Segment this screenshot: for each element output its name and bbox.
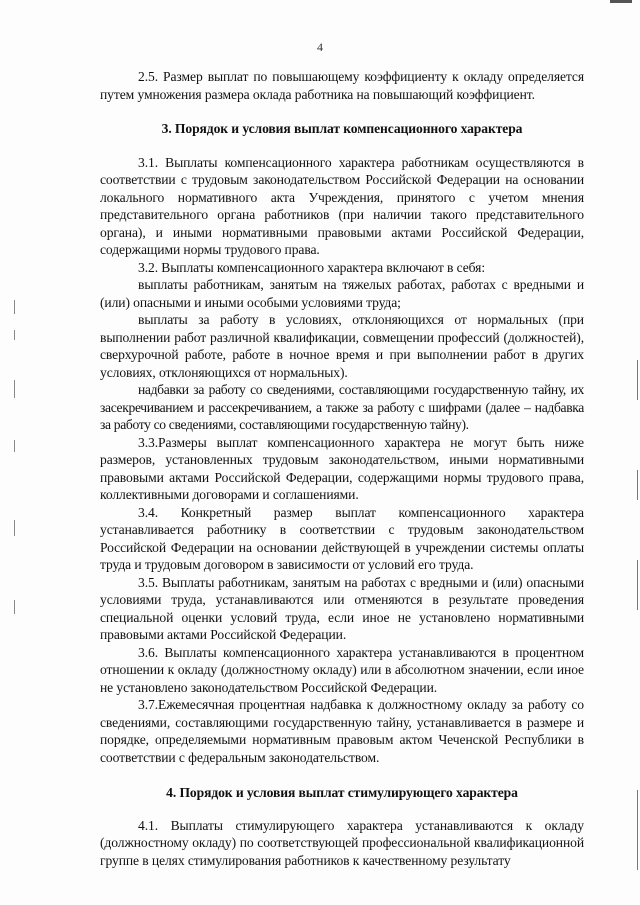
section-3-heading: 3. Порядок и условия выплат компенсационного характера — [161, 121, 523, 136]
scan-artifact — [14, 330, 15, 340]
scan-artifact — [637, 360, 638, 400]
page-number: 4 — [317, 40, 323, 54]
scan-artifact — [637, 560, 638, 610]
paragraph-3-1: 3.1. Выплаты компенсационного характера работникам осуществляются в соответствии с трудовым законодательством Российской Федерации на основании локального нормативного акта Учреждения, принятого с учетом мнения представительного органа работников (при наличии такого представительного органа), и иными нормативными правовыми актами Российской Федерации, содержащими нормы трудового права. — [100, 154, 584, 257]
list-item-state-secret: надбавки за работу со сведениями, составляющими государственную тайну, их засекречиванием и рассекречиванием, а также за работу с шифрами (далее – надбавка за работу со сведениями, составляющими государственную тайну). — [100, 382, 584, 432]
scan-artifact — [14, 520, 15, 536]
paragraph-3-5: 3.5. Выплаты работникам, занятым на работах с вредными и (или) опасными условиями труда, устанавливаются или отменяются в результате проведения специальной оценки условий труда, если иное не установлено нормативными правовыми актами Российской Федерации. — [100, 574, 584, 642]
paragraph-4-1: 4.1. Выплаты стимулирующего характера устанавливаются к окладу (должностному окладу) по соответствующей профессиональной квалификационной группе в целях стимулирования работников к качественному результату — [100, 817, 584, 868]
scan-artifact — [637, 790, 638, 870]
list-item-harmful-work: выплаты работникам, занятым на тяжелых работах, работах с вредными и (или) опасными и иными особыми условиями труда; — [100, 277, 584, 310]
paragraph-3-6: 3.6. Выплаты компенсационного характера устанавливаются в процентном отношении к окладу (должностному окладу) или в абсолютном значении, если иное не установлено законодательством Российской Федерации. — [100, 644, 584, 695]
paragraph-2-5: 2.5. Размер выплат по повышающему коэффициенту к окладу определяется путем умножения размера оклада работника на повышающий коэффициент. — [100, 69, 584, 102]
paragraph-3-2: 3.2. Выплаты компенсационного характера включают в себя: — [138, 259, 485, 275]
scan-artifact — [637, 470, 638, 500]
scan-artifact — [14, 440, 15, 452]
list-item-abnormal-conditions: выплаты за работу в условиях, отклоняющихся от нормальных (при выполнении работ различной квалификации, совмещении профессий (должностей), сверхурочной работе, работе в ночное время и при выполнении работ в других условиях, отклоняющихся от нормальных). — [100, 312, 584, 380]
scan-artifact — [14, 380, 15, 398]
paragraph-3-7: 3.7.Ежемесячная процентная надбавка к должностному окладу за работу со сведениями, составляющими государственную тайну, устанавливается в размере и порядке, определяемыми нормативным правовым актом Чеченской Республики в соответствии с федеральным законодательством. — [100, 697, 584, 765]
section-4-heading: 4. Порядок и условия выплат стимулирующего характера — [166, 785, 518, 800]
paragraph-3-4: 3.4. Конкретный размер выплат компенсационного характера устанавливается работнику в соответствии с трудовым законодательством Российской Федерации на основании действующей в учреждении системы оплаты труда и трудовым договором в зависимости от условий его труда. — [100, 504, 584, 572]
scan-edge-mark — [610, 0, 632, 3]
paragraph-3-3: 3.3.Размеры выплат компенсационного характера не могут быть ниже размеров, установленных трудовым законодательством, иными нормативными правовыми актами Российской Федерации, содержащими нормы трудового права, коллективными договорами и соглашениями. — [100, 434, 584, 502]
scan-artifact — [14, 300, 15, 314]
scan-artifact — [14, 600, 15, 614]
document-body — [100, 68, 584, 869]
